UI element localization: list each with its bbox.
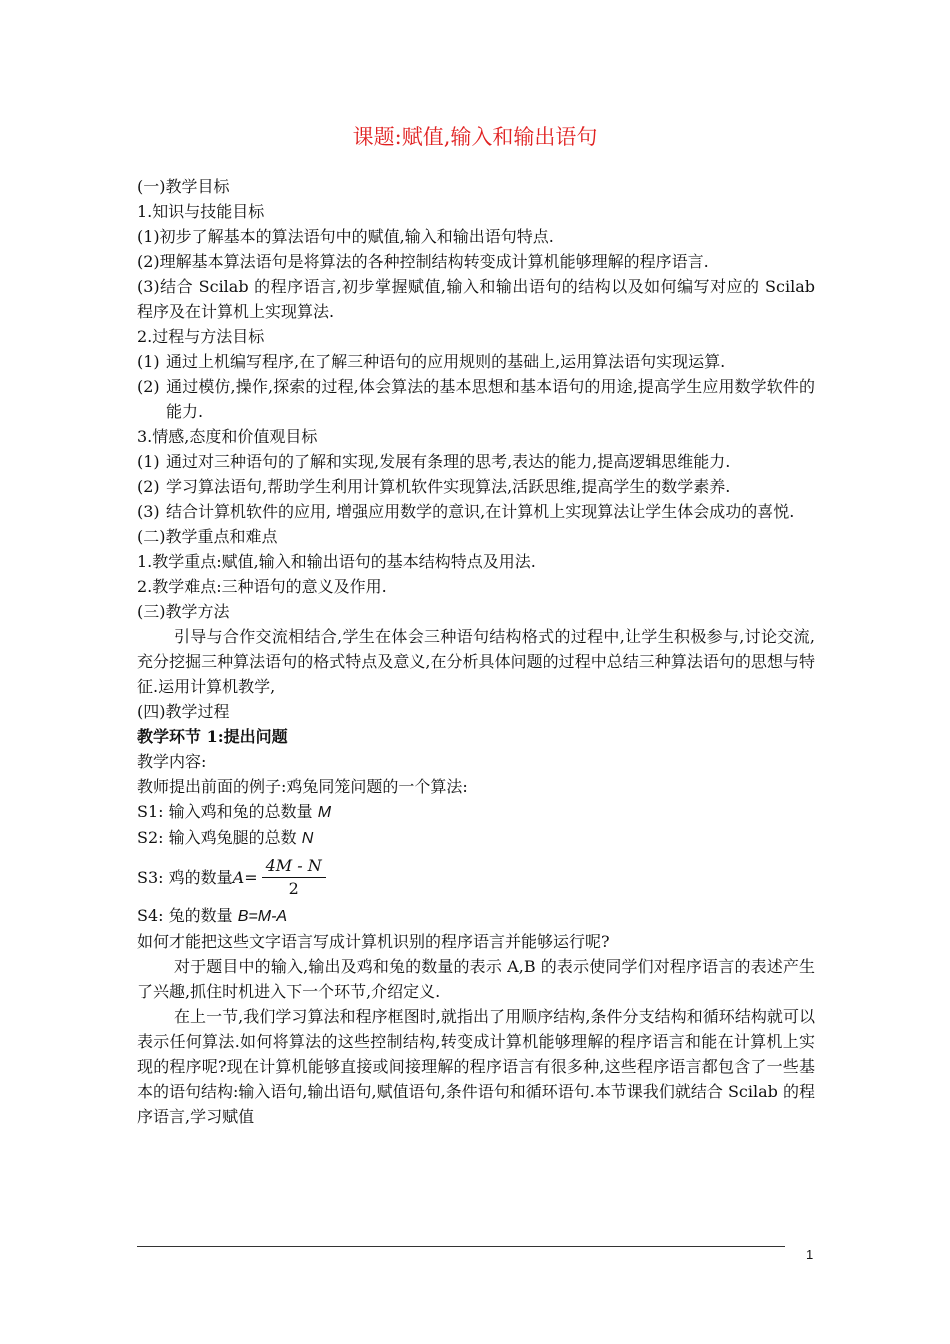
step-variable: B=M-A bbox=[237, 908, 288, 925]
document-title: 课题:赋值,输入和输出语句 bbox=[352, 125, 598, 149]
item-text: 通过对三种语句的了解和实现,发展有条理的思考,表达的能力,提高逻辑思维能力. bbox=[166, 452, 731, 471]
subsection-heading: 3.情感,态度和价值观目标 bbox=[137, 427, 318, 446]
paragraph: 1.教学重点:赋值,输入和输出语句的基本结构特点及用法. bbox=[137, 552, 536, 571]
section-heading: (一)教学目标 bbox=[137, 177, 230, 196]
equals-sign: = bbox=[244, 867, 258, 887]
item-number: (2) bbox=[137, 477, 160, 496]
page-number: 1 bbox=[806, 1247, 814, 1262]
bold-heading: 教学环节 1:提出问题 bbox=[137, 727, 288, 746]
paragraph: (2)理解基本算法语句是将算法的各种控制结构转变成计算机能够理解的程序语言. bbox=[137, 252, 709, 271]
algorithm-step bbox=[137, 825, 815, 851]
item-number: (2) bbox=[137, 377, 160, 396]
step-text: S4: 兔的数量 bbox=[137, 906, 238, 925]
step-text: S3: 鸡的数量 bbox=[137, 867, 233, 887]
section-heading: (二)教学重点和难点 bbox=[137, 527, 278, 546]
paragraph: 对于题目中的输入,输出及鸡和兔的数量的表示 A,B 的表示使同学们对程序语言的表述产生了兴趣,抓住时机进入下一个环节,介绍定义. bbox=[137, 957, 815, 1001]
item-text: 结合计算机软件的应用, 增强应用数学的意识,在计算机上实现算法让学生体会成功的喜悦. bbox=[166, 502, 795, 521]
numbered-item bbox=[137, 474, 815, 499]
numbered-item bbox=[137, 499, 815, 524]
numbered-item bbox=[137, 449, 815, 474]
step-variable: N bbox=[301, 830, 314, 847]
numbered-item bbox=[137, 349, 815, 374]
paragraph: 2.教学难点:三种语句的意义及作用. bbox=[137, 577, 387, 596]
algorithm-step-formula bbox=[137, 851, 815, 903]
footer-divider bbox=[137, 1246, 785, 1247]
step-variable: A bbox=[232, 867, 245, 887]
subsection-heading: 1.知识与技能目标 bbox=[137, 202, 265, 221]
paragraph: (1)初步了解基本的算法语句中的赋值,输入和输出语句特点. bbox=[137, 227, 554, 246]
numbered-item bbox=[137, 374, 815, 424]
step-variable: M bbox=[317, 804, 332, 821]
item-text: 通过模仿,操作,探索的过程,体会算法的基本思想和基本语句的用途,提高学生应用数学软件的能力. bbox=[166, 377, 815, 421]
fraction bbox=[262, 855, 326, 900]
document-body bbox=[137, 174, 815, 1129]
section-heading: (三)教学方法 bbox=[137, 602, 230, 621]
algorithm-step bbox=[137, 799, 815, 825]
fraction-numerator: 4M - N bbox=[262, 855, 326, 878]
section-heading: (四)教学过程 bbox=[137, 702, 230, 721]
algorithm-step bbox=[137, 903, 815, 929]
paragraph: 教学内容: bbox=[137, 752, 207, 771]
item-number: (3) bbox=[137, 502, 160, 521]
paragraph: 引导与合作交流相结合,学生在体会三种语句结构格式的过程中,让学生积极参与,讨论交流,充分挖掘三种算法语句的格式特点及意义,在分析具体问题的过程中总结三种算法语句的思想与特征.运用计算机教学, bbox=[137, 627, 815, 696]
item-text: 通过上机编写程序,在了解三种语句的应用规则的基础上,运用算法语句实现运算. bbox=[166, 352, 726, 371]
paragraph: 教师提出前面的例子:鸡兔同笼问题的一个算法: bbox=[137, 777, 468, 796]
fraction-denominator: 2 bbox=[288, 878, 299, 898]
item-number: (1) bbox=[137, 352, 160, 371]
step-text: S1: 输入鸡和兔的总数量 bbox=[137, 802, 318, 821]
step-text: S2: 输入鸡兔腿的总数 bbox=[137, 828, 302, 847]
item-text: 学习算法语句,帮助学生利用计算机软件实现算法,活跃思维,提高学生的数学素养. bbox=[166, 477, 731, 496]
subsection-heading: 2.过程与方法目标 bbox=[137, 327, 265, 346]
paragraph: 在上一节,我们学习算法和程序框图时,就指出了用顺序结构,条件分支结构和循环结构就可以表示任何算法.如何将算法的这些控制结构,转变成计算机能够理解的程序语言和能在计算机上实现的程序呢?现在计算机能够直接或间接理解的程序语言有很多种,这些程序语言都包含了一些基本的语句结构:输入语句,输出语句,赋值语句,条件语句和循环语句.本节课我们就结合 Scilab 的程序语言,学习赋值 bbox=[137, 1007, 815, 1126]
item-number: (1) bbox=[137, 452, 160, 471]
paragraph: 如何才能把这些文字语言写成计算机识别的程序语言并能够运行呢? bbox=[137, 932, 610, 951]
paragraph: (3)结合 Scilab 的程序语言,初步掌握赋值,输入和输出语句的结构以及如何编写对应的 Scilab 程序及在计算机上实现算法. bbox=[137, 277, 815, 321]
